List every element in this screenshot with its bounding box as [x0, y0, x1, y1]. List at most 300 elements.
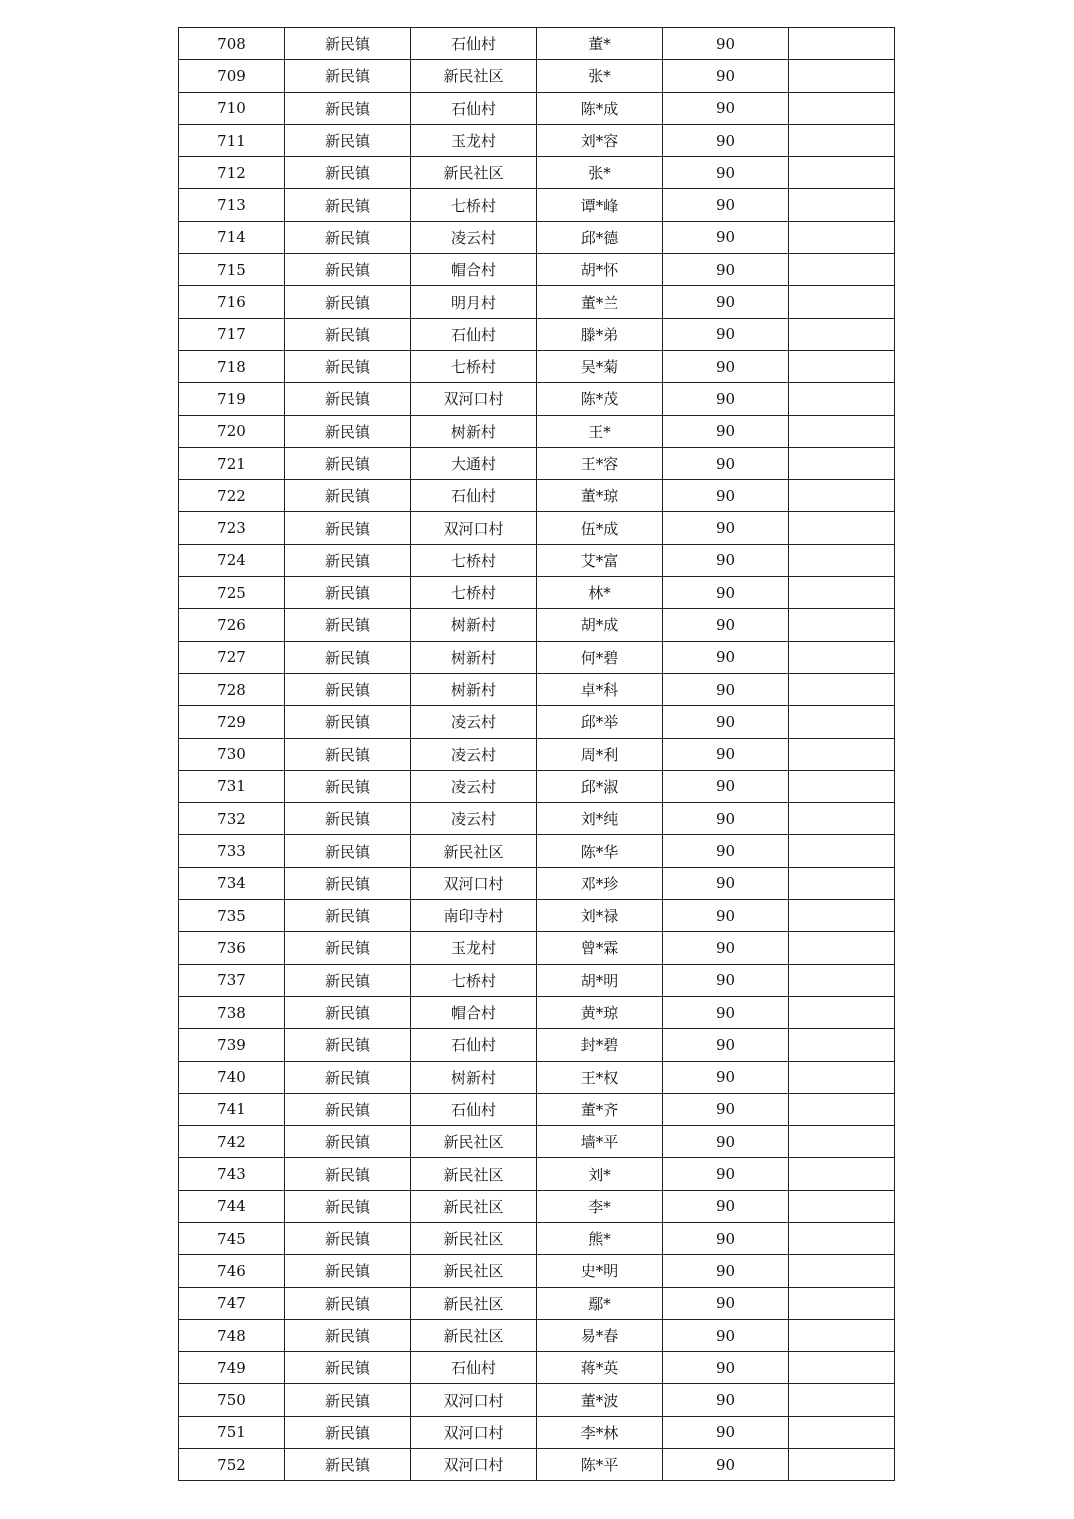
- village-cell: 帽合村: [411, 996, 537, 1028]
- town-cell: 新民镇: [285, 1158, 411, 1190]
- table-row: [179, 1255, 895, 1287]
- remark-cell: [789, 544, 895, 576]
- remark-cell: [789, 1384, 895, 1416]
- remark-cell: [789, 1416, 895, 1448]
- name-cell: 王*容: [537, 447, 663, 479]
- village-cell: 凌云村: [411, 738, 537, 770]
- name-cell: 周*利: [537, 738, 663, 770]
- amount-cell: 90: [663, 770, 789, 802]
- serial-number-cell: 736: [179, 932, 285, 964]
- table-row: [179, 512, 895, 544]
- town-cell: 新民镇: [285, 350, 411, 382]
- table-row: [179, 1222, 895, 1254]
- village-cell: 双河口村: [411, 383, 537, 415]
- village-cell: 树新村: [411, 673, 537, 705]
- table-row: [179, 1384, 895, 1416]
- village-cell: 树新村: [411, 1061, 537, 1093]
- serial-number-cell: 740: [179, 1061, 285, 1093]
- table-row: [179, 706, 895, 738]
- serial-number-cell: 729: [179, 706, 285, 738]
- amount-cell: 90: [663, 1093, 789, 1125]
- amount-cell: 90: [663, 867, 789, 899]
- village-cell: 石仙村: [411, 1029, 537, 1061]
- remark-cell: [789, 480, 895, 512]
- town-cell: 新民镇: [285, 1029, 411, 1061]
- remark-cell: [789, 1352, 895, 1384]
- village-cell: 双河口村: [411, 1416, 537, 1448]
- village-cell: 凌云村: [411, 706, 537, 738]
- amount-cell: 90: [663, 1416, 789, 1448]
- village-cell: 树新村: [411, 641, 537, 673]
- serial-number-cell: 711: [179, 124, 285, 156]
- table-row: [179, 1158, 895, 1190]
- village-cell: 石仙村: [411, 28, 537, 60]
- serial-number-cell: 730: [179, 738, 285, 770]
- serial-number-cell: 713: [179, 189, 285, 221]
- name-cell: 李*林: [537, 1416, 663, 1448]
- amount-cell: 90: [663, 221, 789, 253]
- name-cell: 陈*平: [537, 1449, 663, 1481]
- serial-number-cell: 734: [179, 867, 285, 899]
- serial-number-cell: 720: [179, 415, 285, 447]
- remark-cell: [789, 706, 895, 738]
- name-cell: 邱*举: [537, 706, 663, 738]
- name-cell: 董*兰: [537, 286, 663, 318]
- serial-number-cell: 709: [179, 60, 285, 92]
- amount-cell: 90: [663, 577, 789, 609]
- name-cell: 熊*: [537, 1222, 663, 1254]
- village-cell: 南印寺村: [411, 900, 537, 932]
- village-cell: 石仙村: [411, 318, 537, 350]
- village-cell: 双河口村: [411, 867, 537, 899]
- town-cell: 新民镇: [285, 544, 411, 576]
- town-cell: 新民镇: [285, 803, 411, 835]
- amount-cell: 90: [663, 189, 789, 221]
- table-row: [179, 1319, 895, 1351]
- serial-number-cell: 739: [179, 1029, 285, 1061]
- name-cell: 胡*成: [537, 609, 663, 641]
- name-cell: 胡*明: [537, 964, 663, 996]
- serial-number-cell: 708: [179, 28, 285, 60]
- name-cell: 张*: [537, 60, 663, 92]
- data-table: [178, 27, 895, 1481]
- serial-number-cell: 715: [179, 254, 285, 286]
- remark-cell: [789, 28, 895, 60]
- table-row: [179, 415, 895, 447]
- remark-cell: [789, 1158, 895, 1190]
- table-row: [179, 189, 895, 221]
- remark-cell: [789, 577, 895, 609]
- town-cell: 新民镇: [285, 1384, 411, 1416]
- table-row: [179, 641, 895, 673]
- village-cell: 石仙村: [411, 480, 537, 512]
- remark-cell: [789, 835, 895, 867]
- town-cell: 新民镇: [285, 1093, 411, 1125]
- amount-cell: 90: [663, 512, 789, 544]
- remark-cell: [789, 1319, 895, 1351]
- amount-cell: 90: [663, 1319, 789, 1351]
- town-cell: 新民镇: [285, 996, 411, 1028]
- remark-cell: [789, 221, 895, 253]
- town-cell: 新民镇: [285, 641, 411, 673]
- amount-cell: 90: [663, 1190, 789, 1222]
- table-body: [179, 28, 895, 1481]
- name-cell: 卓*科: [537, 673, 663, 705]
- town-cell: 新民镇: [285, 900, 411, 932]
- remark-cell: [789, 350, 895, 382]
- name-cell: 吴*菊: [537, 350, 663, 382]
- table-row: [179, 577, 895, 609]
- amount-cell: 90: [663, 609, 789, 641]
- table-row: [179, 544, 895, 576]
- serial-number-cell: 733: [179, 835, 285, 867]
- town-cell: 新民镇: [285, 157, 411, 189]
- village-cell: 新民社区: [411, 1126, 537, 1158]
- amount-cell: 90: [663, 1287, 789, 1319]
- serial-number-cell: 748: [179, 1319, 285, 1351]
- remark-cell: [789, 415, 895, 447]
- serial-number-cell: 717: [179, 318, 285, 350]
- amount-cell: 90: [663, 1352, 789, 1384]
- town-cell: 新民镇: [285, 1061, 411, 1093]
- serial-number-cell: 722: [179, 480, 285, 512]
- remark-cell: [789, 900, 895, 932]
- town-cell: 新民镇: [285, 1287, 411, 1319]
- serial-number-cell: 714: [179, 221, 285, 253]
- table-row: [179, 738, 895, 770]
- table-row: [179, 92, 895, 124]
- amount-cell: 90: [663, 254, 789, 286]
- town-cell: 新民镇: [285, 28, 411, 60]
- remark-cell: [789, 157, 895, 189]
- name-cell: 刘*: [537, 1158, 663, 1190]
- table-row: [179, 867, 895, 899]
- amount-cell: 90: [663, 286, 789, 318]
- table-row: [179, 28, 895, 60]
- table-row: [179, 996, 895, 1028]
- name-cell: 邱*德: [537, 221, 663, 253]
- town-cell: 新民镇: [285, 1255, 411, 1287]
- table-row: [179, 221, 895, 253]
- village-cell: 大通村: [411, 447, 537, 479]
- village-cell: 凌云村: [411, 770, 537, 802]
- serial-number-cell: 725: [179, 577, 285, 609]
- village-cell: 新民社区: [411, 1319, 537, 1351]
- remark-cell: [789, 932, 895, 964]
- name-cell: 刘*禄: [537, 900, 663, 932]
- town-cell: 新民镇: [285, 932, 411, 964]
- remark-cell: [789, 1449, 895, 1481]
- village-cell: 新民社区: [411, 1190, 537, 1222]
- table-row: [179, 1190, 895, 1222]
- village-cell: 新民社区: [411, 835, 537, 867]
- name-cell: 陈*成: [537, 92, 663, 124]
- serial-number-cell: 731: [179, 770, 285, 802]
- amount-cell: 90: [663, 60, 789, 92]
- town-cell: 新民镇: [285, 254, 411, 286]
- town-cell: 新民镇: [285, 512, 411, 544]
- serial-number-cell: 738: [179, 996, 285, 1028]
- name-cell: 张*: [537, 157, 663, 189]
- town-cell: 新民镇: [285, 577, 411, 609]
- name-cell: 王*权: [537, 1061, 663, 1093]
- remark-cell: [789, 124, 895, 156]
- serial-number-cell: 716: [179, 286, 285, 318]
- village-cell: 新民社区: [411, 157, 537, 189]
- remark-cell: [789, 92, 895, 124]
- amount-cell: 90: [663, 157, 789, 189]
- town-cell: 新民镇: [285, 415, 411, 447]
- remark-cell: [789, 189, 895, 221]
- serial-number-cell: 741: [179, 1093, 285, 1125]
- village-cell: 树新村: [411, 415, 537, 447]
- village-cell: 双河口村: [411, 1384, 537, 1416]
- name-cell: 曾*霖: [537, 932, 663, 964]
- amount-cell: 90: [663, 996, 789, 1028]
- table-row: [179, 480, 895, 512]
- name-cell: 刘*容: [537, 124, 663, 156]
- table-row: [179, 350, 895, 382]
- town-cell: 新民镇: [285, 60, 411, 92]
- table-row: [179, 1126, 895, 1158]
- amount-cell: 90: [663, 1449, 789, 1481]
- name-cell: 邱*淑: [537, 770, 663, 802]
- table-row: [179, 254, 895, 286]
- table-row: [179, 1061, 895, 1093]
- name-cell: 谭*峰: [537, 189, 663, 221]
- town-cell: 新民镇: [285, 1449, 411, 1481]
- town-cell: 新民镇: [285, 189, 411, 221]
- name-cell: 陈*华: [537, 835, 663, 867]
- village-cell: 七桥村: [411, 544, 537, 576]
- serial-number-cell: 743: [179, 1158, 285, 1190]
- town-cell: 新民镇: [285, 124, 411, 156]
- village-cell: 七桥村: [411, 964, 537, 996]
- remark-cell: [789, 1287, 895, 1319]
- amount-cell: 90: [663, 706, 789, 738]
- table-row: [179, 1352, 895, 1384]
- town-cell: 新民镇: [285, 770, 411, 802]
- name-cell: 易*春: [537, 1319, 663, 1351]
- name-cell: 伍*成: [537, 512, 663, 544]
- table-row: [179, 318, 895, 350]
- amount-cell: 90: [663, 92, 789, 124]
- remark-cell: [789, 738, 895, 770]
- amount-cell: 90: [663, 1222, 789, 1254]
- amount-cell: 90: [663, 318, 789, 350]
- table-row: [179, 60, 895, 92]
- serial-number-cell: 749: [179, 1352, 285, 1384]
- name-cell: 鄢*: [537, 1287, 663, 1319]
- table-row: [179, 1287, 895, 1319]
- name-cell: 董*波: [537, 1384, 663, 1416]
- name-cell: 董*齐: [537, 1093, 663, 1125]
- amount-cell: 90: [663, 1158, 789, 1190]
- remark-cell: [789, 964, 895, 996]
- village-cell: 双河口村: [411, 512, 537, 544]
- town-cell: 新民镇: [285, 1352, 411, 1384]
- table-row: [179, 124, 895, 156]
- village-cell: 石仙村: [411, 92, 537, 124]
- amount-cell: 90: [663, 738, 789, 770]
- amount-cell: 90: [663, 350, 789, 382]
- amount-cell: 90: [663, 480, 789, 512]
- table-row: [179, 770, 895, 802]
- amount-cell: 90: [663, 803, 789, 835]
- table-row: [179, 447, 895, 479]
- name-cell: 何*碧: [537, 641, 663, 673]
- village-cell: 石仙村: [411, 1352, 537, 1384]
- amount-cell: 90: [663, 28, 789, 60]
- town-cell: 新民镇: [285, 835, 411, 867]
- town-cell: 新民镇: [285, 964, 411, 996]
- serial-number-cell: 727: [179, 641, 285, 673]
- amount-cell: 90: [663, 641, 789, 673]
- name-cell: 蒋*英: [537, 1352, 663, 1384]
- serial-number-cell: 732: [179, 803, 285, 835]
- remark-cell: [789, 383, 895, 415]
- serial-number-cell: 723: [179, 512, 285, 544]
- serial-number-cell: 712: [179, 157, 285, 189]
- name-cell: 刘*纯: [537, 803, 663, 835]
- amount-cell: 90: [663, 124, 789, 156]
- remark-cell: [789, 867, 895, 899]
- amount-cell: 90: [663, 415, 789, 447]
- table-row: [179, 964, 895, 996]
- serial-number-cell: 744: [179, 1190, 285, 1222]
- serial-number-cell: 728: [179, 673, 285, 705]
- table-row: [179, 1093, 895, 1125]
- remark-cell: [789, 254, 895, 286]
- amount-cell: 90: [663, 383, 789, 415]
- name-cell: 艾*富: [537, 544, 663, 576]
- remark-cell: [789, 1222, 895, 1254]
- remark-cell: [789, 803, 895, 835]
- name-cell: 陈*茂: [537, 383, 663, 415]
- serial-number-cell: 724: [179, 544, 285, 576]
- village-cell: 新民社区: [411, 1222, 537, 1254]
- town-cell: 新民镇: [285, 1222, 411, 1254]
- serial-number-cell: 718: [179, 350, 285, 382]
- table-row: [179, 1449, 895, 1481]
- village-cell: 七桥村: [411, 189, 537, 221]
- remark-cell: [789, 286, 895, 318]
- village-cell: 树新村: [411, 609, 537, 641]
- remark-cell: [789, 996, 895, 1028]
- remark-cell: [789, 609, 895, 641]
- town-cell: 新民镇: [285, 738, 411, 770]
- table-row: [179, 900, 895, 932]
- serial-number-cell: 719: [179, 383, 285, 415]
- name-cell: 邓*珍: [537, 867, 663, 899]
- serial-number-cell: 735: [179, 900, 285, 932]
- remark-cell: [789, 1029, 895, 1061]
- village-cell: 石仙村: [411, 1093, 537, 1125]
- serial-number-cell: 737: [179, 964, 285, 996]
- table-row: [179, 157, 895, 189]
- table-row: [179, 835, 895, 867]
- name-cell: 董*: [537, 28, 663, 60]
- amount-cell: 90: [663, 447, 789, 479]
- village-cell: 玉龙村: [411, 932, 537, 964]
- amount-cell: 90: [663, 673, 789, 705]
- table-row: [179, 286, 895, 318]
- name-cell: 封*碧: [537, 1029, 663, 1061]
- town-cell: 新民镇: [285, 92, 411, 124]
- remark-cell: [789, 512, 895, 544]
- village-cell: 新民社区: [411, 1158, 537, 1190]
- remark-cell: [789, 1093, 895, 1125]
- remark-cell: [789, 60, 895, 92]
- town-cell: 新民镇: [285, 673, 411, 705]
- name-cell: 董*琼: [537, 480, 663, 512]
- remark-cell: [789, 318, 895, 350]
- amount-cell: 90: [663, 900, 789, 932]
- remark-cell: [789, 1190, 895, 1222]
- village-cell: 帽合村: [411, 254, 537, 286]
- town-cell: 新民镇: [285, 609, 411, 641]
- table-row: [179, 932, 895, 964]
- serial-number-cell: 745: [179, 1222, 285, 1254]
- amount-cell: 90: [663, 544, 789, 576]
- name-cell: 胡*怀: [537, 254, 663, 286]
- amount-cell: 90: [663, 1255, 789, 1287]
- table-row: [179, 383, 895, 415]
- town-cell: 新民镇: [285, 1319, 411, 1351]
- remark-cell: [789, 447, 895, 479]
- serial-number-cell: 747: [179, 1287, 285, 1319]
- remark-cell: [789, 1255, 895, 1287]
- town-cell: 新民镇: [285, 1126, 411, 1158]
- name-cell: 王*: [537, 415, 663, 447]
- name-cell: 滕*弟: [537, 318, 663, 350]
- remark-cell: [789, 641, 895, 673]
- amount-cell: 90: [663, 964, 789, 996]
- village-cell: 双河口村: [411, 1449, 537, 1481]
- town-cell: 新民镇: [285, 867, 411, 899]
- town-cell: 新民镇: [285, 447, 411, 479]
- town-cell: 新民镇: [285, 706, 411, 738]
- serial-number-cell: 742: [179, 1126, 285, 1158]
- serial-number-cell: 710: [179, 92, 285, 124]
- village-cell: 新民社区: [411, 60, 537, 92]
- name-cell: 黄*琼: [537, 996, 663, 1028]
- name-cell: 林*: [537, 577, 663, 609]
- town-cell: 新民镇: [285, 383, 411, 415]
- serial-number-cell: 721: [179, 447, 285, 479]
- town-cell: 新民镇: [285, 221, 411, 253]
- village-cell: 七桥村: [411, 577, 537, 609]
- amount-cell: 90: [663, 1384, 789, 1416]
- village-cell: 玉龙村: [411, 124, 537, 156]
- remark-cell: [789, 673, 895, 705]
- serial-number-cell: 746: [179, 1255, 285, 1287]
- table-row: [179, 1029, 895, 1061]
- remark-cell: [789, 1126, 895, 1158]
- village-cell: 七桥村: [411, 350, 537, 382]
- name-cell: 李*: [537, 1190, 663, 1222]
- town-cell: 新民镇: [285, 1416, 411, 1448]
- village-cell: 凌云村: [411, 221, 537, 253]
- table-row: [179, 609, 895, 641]
- remark-cell: [789, 1061, 895, 1093]
- village-cell: 新民社区: [411, 1287, 537, 1319]
- name-cell: 史*明: [537, 1255, 663, 1287]
- village-cell: 凌云村: [411, 803, 537, 835]
- serial-number-cell: 726: [179, 609, 285, 641]
- amount-cell: 90: [663, 932, 789, 964]
- village-cell: 新民社区: [411, 1255, 537, 1287]
